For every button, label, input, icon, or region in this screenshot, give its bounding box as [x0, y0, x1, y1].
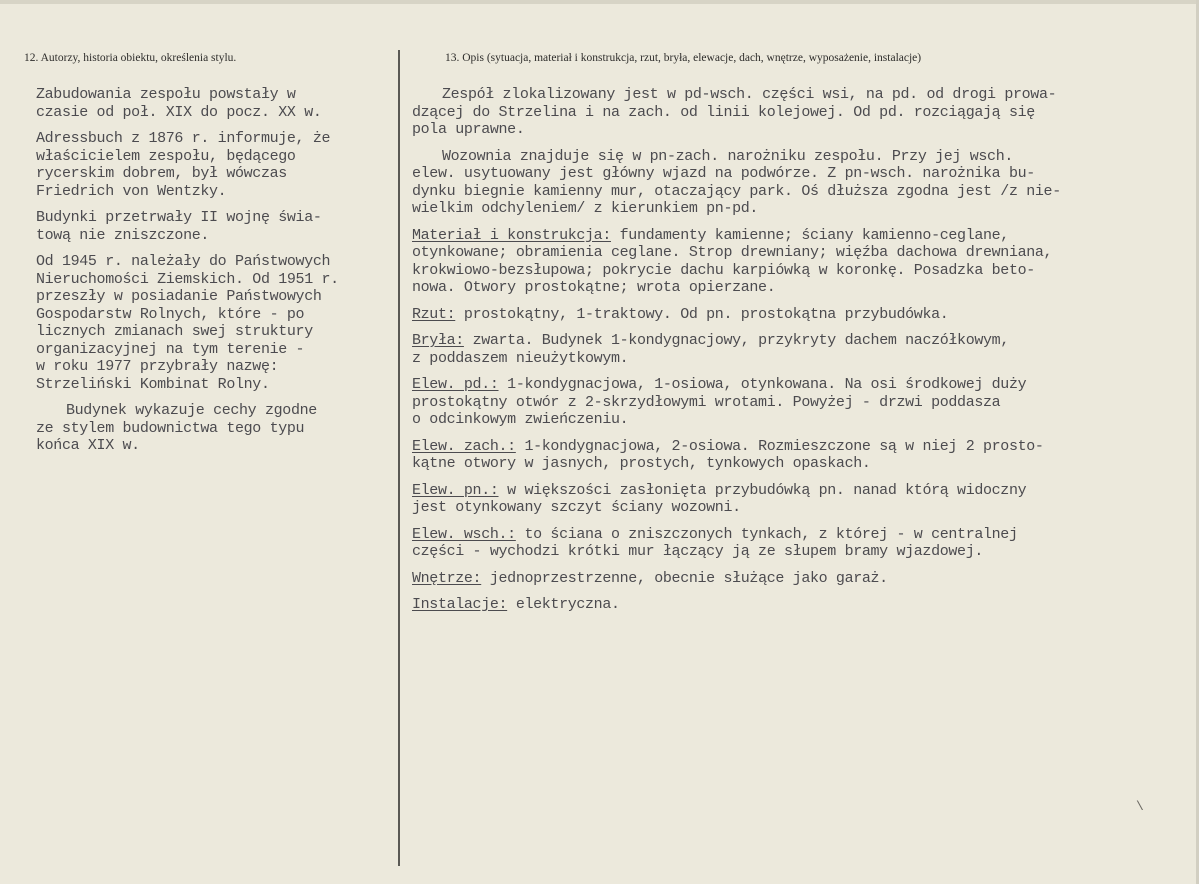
text-line: prostokątny otwór z 2-skrzydłowymi wrotami. Powyżej - drzwi poddasza — [412, 393, 1001, 411]
section-installations — [412, 596, 1061, 614]
pencil-mark: \ — [1136, 799, 1144, 814]
section-east-elevation — [412, 526, 1061, 561]
text-line: czasie od poł. XIX do pocz. XX w. — [36, 103, 322, 121]
text-line: właścicielem zespołu, będącego — [36, 147, 296, 165]
text-line — [412, 332, 1061, 350]
text-line: Od 1945 r. należały do Państwowych — [36, 253, 331, 270]
section-label: Materiał i konstrukcja: — [412, 226, 611, 244]
text-line: nowa. Otwory prostokątne; wrota opierzane. — [412, 279, 776, 296]
text-line — [412, 438, 1061, 456]
text-line: ze stylem budownictwa tego typu — [36, 419, 305, 437]
section-massing — [412, 332, 1061, 367]
section-text: elektryczna. — [507, 596, 620, 613]
section-13-header: 13. Opis (sytuacja, materiał i konstrukcja, rzut, bryła, elewacje, dach, wnętrze, wyposażenie, instalacje) — [445, 52, 922, 64]
section-north-elevation — [412, 482, 1061, 517]
text-line: przeszły w posiadanie Państwowych — [36, 288, 322, 305]
section-12-header: 12. Autorzy, historia obiektu, określenia stylu. — [24, 52, 237, 64]
text-line: jest otynkowany szczyt ściany wozowni. — [412, 499, 741, 516]
section-text: 1-kondygnacjowa, 1-osiowa, otynkowana. Na osi środkowej duży — [498, 376, 1027, 393]
section-text: prostokątny, 1-traktowy. Od pn. prostokątna przybudówka. — [455, 305, 949, 323]
section-interior — [412, 570, 1061, 588]
text-line: Adressbuch z 1876 r. informuje, że — [36, 130, 331, 147]
text-line: rycerskim dobrem, był wówczas — [36, 165, 287, 182]
text-line: Budynek wykazuje cechy zgodne — [66, 402, 317, 419]
text-line: Zespół zlokalizowany jest w pd-wsch. części wsi, na pd. od drogi prowa- — [442, 86, 1057, 103]
text-line — [412, 227, 1061, 245]
card-top-edge — [0, 0, 1199, 4]
section-label: Instalacje: — [412, 596, 508, 613]
section-label: Elew. pd.: — [412, 376, 499, 393]
text-line: otynkowane; obramienia ceglane. Strop drewniany; więźba dachowa drewniana, — [412, 244, 1053, 261]
text-line: tową nie zniszczone. — [36, 226, 210, 244]
text-line: Strzeliński Kombinat Rolny. — [36, 375, 270, 393]
text-line — [412, 526, 1061, 544]
text-line: Nieruchomości Ziemskich. Od 1951 r. — [36, 270, 339, 288]
column-divider — [398, 50, 400, 866]
text-line: wielkim odchyleniem/ z kierunkiem pn-pd. — [412, 200, 759, 217]
section-text: to ściana o zniszczonych tynkach, z której - w centralnej — [515, 525, 1018, 543]
history-paragraph-war — [36, 209, 339, 244]
text-line: kątne otwory w jasnych, prostych, tynkowych opaskach. — [412, 455, 871, 472]
section-label: Elew. pn.: — [412, 481, 499, 499]
text-line: dynku biegnie kamienny mur, otaczający park. Oś dłuższa zgodna jest /z nie- — [412, 182, 1061, 200]
section-label: Bryła: — [412, 332, 464, 349]
section-text: fundamenty kamienne; ściany kamienno-ceglane, — [610, 226, 1009, 244]
text-line: krokwiowo-bezsłupowa; pokrycie dachu karpiówką w koronkę. Posadzka beto- — [412, 261, 1035, 279]
text-line: końca XIX w. — [36, 437, 140, 454]
history-paragraph-ownership — [36, 253, 339, 393]
description-column — [412, 86, 1061, 623]
text-line: dzącej do Strzelina i na zach. od linii kolejowej. Od pd. rozciągają się — [412, 103, 1035, 121]
section-label: Elew. wsch.: — [412, 525, 516, 543]
history-paragraph-style — [36, 402, 339, 455]
text-line: z poddaszem nieużytkowym. — [412, 349, 629, 367]
text-line — [412, 596, 1061, 614]
history-paragraph-dating — [36, 86, 339, 121]
section-text: jednoprzestrzenne, obecnie służące jako garaż. — [481, 569, 888, 587]
text-line: Friedrich von Wentzky. — [36, 182, 227, 200]
text-line: Wozownia znajduje się w pn-zach. narożniku zespołu. Przy jej wsch. — [442, 147, 1013, 165]
section-west-elevation — [412, 438, 1061, 473]
text-line — [412, 570, 1061, 588]
section-label: Elew. zach.: — [412, 437, 516, 455]
text-line: o odcinkowym zwieńczeniu. — [412, 411, 629, 428]
text-line — [412, 376, 1061, 394]
section-text: 1-kondygnacjowa, 2-osiowa. Rozmieszczone są w niej 2 prosto- — [515, 437, 1044, 455]
text-line: w roku 1977 przybrały nazwę: — [36, 358, 279, 375]
text-line — [412, 482, 1061, 500]
text-line: Gospodarstw Rolnych, które - po — [36, 305, 305, 323]
section-material — [412, 227, 1061, 297]
description-location — [412, 148, 1061, 218]
section-plan — [412, 306, 1061, 324]
description-situation — [412, 86, 1061, 139]
text-line: organizacyjnej na tym terenie - — [36, 340, 305, 358]
section-label: Wnętrze: — [412, 569, 482, 587]
text-line: pola uprawne. — [412, 121, 525, 138]
text-line: elew. usytuowany jest główny wjazd na podwórze. Z pn-wsch. narożnika bu- — [412, 165, 1035, 182]
text-line: części - wychodzi krótki mur łączący ją ze słupem bramy wjazdowej. — [412, 543, 983, 560]
history-column — [36, 86, 339, 464]
section-south-elevation — [412, 376, 1061, 429]
history-paragraph-adressbuch — [36, 130, 339, 200]
text-line: licznych zmianach swej struktury — [36, 323, 313, 340]
text-line: Zabudowania zespołu powstały w — [36, 86, 296, 103]
text-line: Budynki przetrwały II wojnę świa- — [36, 209, 322, 226]
section-text: w większości zasłonięta przybudówką pn. nanad którą widoczny — [498, 481, 1027, 499]
section-text: zwarta. Budynek 1-kondygnacjowy, przykryty dachem naczółkowym, — [463, 332, 1009, 349]
section-label: Rzut: — [412, 305, 456, 323]
text-line — [412, 306, 1061, 324]
